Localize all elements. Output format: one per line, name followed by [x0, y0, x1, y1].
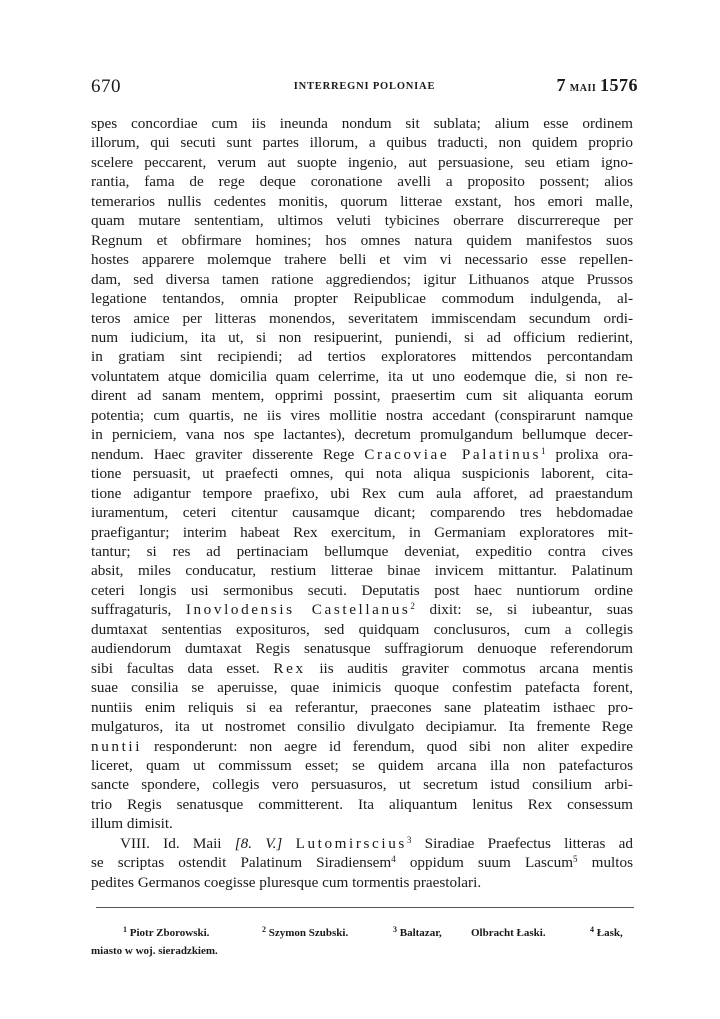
date-day: 7 — [556, 75, 567, 95]
text-line: tantur; si res ad pertinaciam bellumque deveniat, expeditio contra cives — [91, 542, 633, 560]
running-title: INTERREGNI POLONIAE — [293, 81, 436, 92]
footnote-row-2 — [91, 942, 636, 960]
text-line-rex — [91, 659, 633, 678]
text-line: absit, miles conducatur, restium litterae binae invicem mittantur. Palatinum — [91, 562, 633, 580]
text-line: ceteri longis usi sermonibus secuti. Deputatis post haec nuntiorum ordine — [91, 581, 633, 599]
text-line: hostes apparere molemque trahere belli et vim vi necessario esse repellen- — [91, 251, 633, 269]
se-mid: oppidum suum Lascum — [409, 854, 574, 872]
body-text — [91, 114, 633, 892]
footnote-text: Szymon Szubski. — [268, 927, 349, 939]
footnote-ref-2: 2 — [410, 601, 415, 612]
text-line: nuntiis enim reliquis si ea referantur, praecones sane plateatim isthaec pro- — [91, 698, 633, 716]
text-line: in gratiam sint recipiendi; ad tertios exploratores mittendos percontandam — [91, 348, 633, 366]
text-line: mulgaturos, ita ut nostromet consilio divulgato decipiamur. Ita fremente Rege — [91, 718, 633, 736]
text-line: num iudicium, ita ut, si non resipuerint, puniendi, si ad officium redierint, — [91, 328, 633, 346]
footnote-text: Łask, — [596, 927, 623, 939]
text-line: legatione tentandos, omnia propter Reipublicae commodum indulgenda, al- — [91, 290, 633, 308]
page-header — [91, 74, 638, 102]
text-line-inovlodensis — [91, 600, 633, 619]
footnote-number: 4 — [590, 925, 594, 934]
footnote-1 — [123, 924, 209, 942]
text-line: liceret, quam ut commissum esset; se quidem arcana illa non patefacturos — [91, 756, 633, 774]
text-line-se — [91, 853, 633, 872]
footnote-text: Piotr Zborowski. — [129, 927, 210, 939]
text-line: pedites Germanos coegisse pluresque cum tormentis praestolari. — [91, 873, 482, 891]
footnote-2 — [262, 924, 348, 942]
viii-start: VIII. Id. Maii — [120, 834, 222, 852]
text-line: scelere peccarent, verum aut suopte ingenio, aut persuasione, seu etiam igno- — [91, 153, 633, 171]
text-line: quam mutare sententiam, ultimos veluti tybicines oberrare discurrereque per — [91, 212, 633, 230]
rex-spaced: Rex — [273, 659, 306, 677]
footnote-number: 3 — [393, 925, 397, 934]
page-number: 670 — [91, 76, 121, 97]
person-cracoviae-palatinus: Cracoviae Palatinus — [364, 445, 541, 463]
text-line: iuramentum, ceteri citentur causamque dicant; comparendo tres hebdomadae — [91, 504, 633, 522]
se-start: se scriptas ostendit Palatinum Siradiensem — [91, 854, 392, 872]
date-year: 1576 — [600, 75, 638, 95]
text-line: spes concordiae cum iis ineunda nondum sit sublata; alium esse ordinem — [91, 115, 633, 132]
text-line: audiendorum dumtaxat Regis senatusque suffragiorum denuoque referendorum — [91, 640, 633, 658]
person-lutomirscius: Lutomirscius — [295, 834, 407, 852]
footnote-text: Baltazar, — [399, 927, 442, 939]
text-line: illum dimisit. — [91, 815, 173, 833]
viii-end: Siradiae Praefectus litteras ad — [424, 834, 634, 852]
text-line: praefigantur; interim habeat Rex exercitum, in Germaniam exploratores mit- — [91, 523, 633, 541]
running-date — [557, 75, 638, 96]
footnote-3-continued: Olbracht Łaski. — [471, 927, 546, 939]
text-line: in perniciem, vana nos spe lactantes), decretum promulgandum bellumque decer- — [91, 426, 633, 444]
sibi-start: sibi facultas data esset. — [91, 659, 260, 677]
text-line: illorum, qui secuti sunt partes illorum, a quibus traducti, non quidem proprio — [91, 134, 633, 152]
footnote-number: 1 — [123, 925, 127, 934]
footnote-4-continued: miasto w woj. sieradzkiem. — [91, 945, 218, 957]
nuntii-spaced: nuntii — [91, 737, 143, 755]
text-line: tione persuasit, ut praefecti omnes, qui nota aliqua suspicionis laborent, cita- — [91, 465, 633, 483]
footnote-ref-3: 3 — [406, 834, 412, 845]
se-end: multos — [591, 854, 633, 872]
text-line: dumtaxat sententias exposituros, sed quidquam conclusuros, cum a collegis — [91, 620, 633, 638]
person-inovlodensis-castellanus: Inovlodensis Castellanus — [185, 601, 411, 619]
nuntii-end: responderunt: non aegre id ferendum, quod sibi non aliter expedire — [154, 737, 634, 755]
date-bracket: [8. V.] — [234, 834, 283, 852]
footnote-row-1 — [91, 924, 636, 942]
text-line: tione adigantur tempore praefixo, ubi Rex cum aula afforet, ad praestandum — [91, 484, 633, 502]
text-line-viii — [91, 834, 633, 853]
text-line: trio Regis senatusque committerent. Ita aliquantum lenitus Rex consessum — [91, 795, 633, 813]
footnote-ref-4: 4 — [391, 854, 396, 865]
inov-end: dixit: se, si iubeantur, suas — [429, 601, 633, 619]
text-line: rantia, fama de rege deque coronatione avelli a proposito possent; alios — [91, 173, 633, 191]
text-line: dam, sed diversa tamen ratione aggrediendos; igitur Lithuanos atque Prussos — [91, 270, 633, 288]
footnote-number: 2 — [262, 925, 266, 934]
rex-end: iis auditis graviter commotus arcana mentis — [319, 659, 634, 677]
footnote-separator — [96, 907, 634, 908]
footnote-ref-5: 5 — [573, 854, 578, 865]
haec-start: nendum. Haec graviter disserente Rege — [91, 445, 355, 463]
text-line: dirent ad sanam mentem, opprimi possint, praesertim cum sit aliquanta eorum — [91, 387, 633, 405]
footnote-3 — [393, 924, 442, 942]
text-line: sancte spondere, collegis vero persuasuros, ut secretum istud consilium arbi- — [91, 776, 633, 794]
text-line-haec — [91, 445, 633, 464]
text-line: voluntatem atque domicilia quam celerrime, ita ut uno eodemque die, si non re- — [91, 367, 633, 385]
footnote-ref-1: 1 — [540, 445, 546, 456]
text-line: teros amice per litteras monendos, severitatem immiscendam secundum ordi- — [91, 309, 633, 327]
text-line-nuntii — [91, 737, 633, 756]
text-line: temerarios nullis cedentes monitis, quorum litterae exstant, hos emori malle, — [91, 192, 633, 210]
inov-start: suffragaturis, — [91, 601, 172, 619]
text-line: potentia; cum quartis, ne iis vires mollitie nostra accedant (conspirarunt namque — [91, 406, 633, 424]
text-line: Regnum et obfirmare homines; hos omnes natura quidem manifestos suos — [91, 231, 633, 249]
footnotes — [91, 924, 636, 960]
footnote-4 — [590, 924, 623, 942]
haec-end: prolixa ora- — [555, 445, 634, 463]
text-line: suae consilia se aperuisse, quae inimicis quoque confestim patefacta forent, — [91, 679, 633, 697]
date-month: MAII — [569, 83, 597, 94]
